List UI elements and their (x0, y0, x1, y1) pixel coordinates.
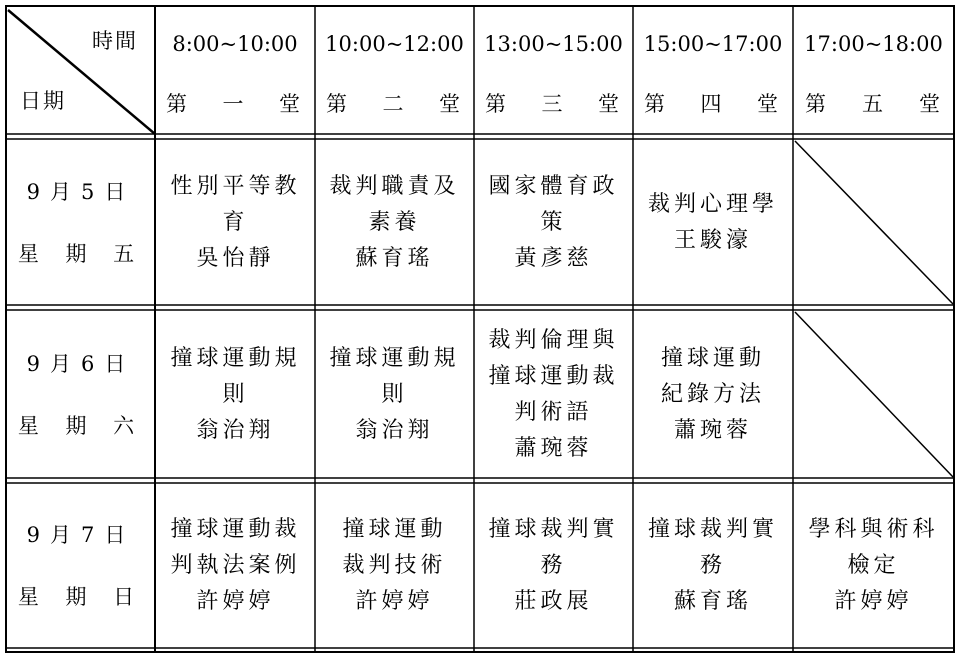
period-3-part: 堂 (598, 92, 619, 116)
course-title-line: 裁判倫理與 (488, 327, 619, 353)
period-1-part: 一 (222, 92, 244, 116)
session-cell (157, 485, 314, 647)
course-title-line: 判執法案例 (170, 553, 301, 578)
instructor-name: 莊政展 (514, 589, 593, 614)
period-1 (166, 86, 300, 122)
course-title-line: 務 (699, 553, 726, 578)
instructor-name: 許婷婷 (834, 589, 913, 614)
session-cell (794, 485, 953, 647)
day-row-3-date (8, 485, 154, 647)
course-title-line: 撞球運動 (342, 517, 447, 542)
period-2-part: 堂 (439, 92, 460, 116)
date-text: 9月5日 (26, 179, 136, 204)
session-cell (316, 312, 473, 477)
session-cell (316, 485, 473, 647)
period-3-part: 三 (541, 92, 563, 116)
course-title-line: 性別平等教 (170, 173, 301, 199)
instructor-name: 黃彥慈 (514, 245, 593, 271)
session-cell (475, 141, 632, 304)
period-5 (805, 86, 940, 122)
instructor-name: 蕭琬蓉 (514, 435, 593, 461)
day-row-2-date (8, 312, 154, 477)
session-cell (634, 485, 792, 647)
course-title-line: 裁判技術 (342, 553, 447, 578)
course-title-line: 策 (540, 209, 567, 235)
period-4-part: 四 (700, 92, 722, 116)
session-cell (157, 312, 314, 477)
instructor-name: 蘇育瑤 (355, 245, 434, 271)
course-title-line: 務 (540, 553, 567, 578)
course-title-line: 撞球運動裁 (170, 517, 301, 542)
period-2-part: 第 (326, 92, 347, 116)
session-cell (634, 312, 792, 477)
course-title-line: 國家體育政 (488, 173, 619, 199)
session-cell (475, 312, 632, 477)
weekday-text: 星 期 六 (17, 413, 145, 438)
time-slot-3: 13:00~15:00 (484, 32, 623, 56)
period-5-part: 第 (805, 92, 826, 116)
course-title-line: 判術語 (514, 399, 593, 425)
instructor-name: 許婷婷 (355, 589, 434, 614)
course-title-line: 檢定 (847, 553, 900, 578)
corner-time-label: 時間 (92, 29, 138, 53)
course-title-line: 素養 (368, 209, 421, 235)
weekday-text: 星 期 日 (17, 585, 145, 609)
time-slot-2: 10:00~12:00 (325, 32, 464, 56)
course-title-line: 則 (381, 381, 408, 407)
instructor-name: 王駿濠 (673, 227, 752, 253)
instructor-name: 許婷婷 (196, 589, 275, 614)
time-slot-1: 8:00~10:00 (172, 32, 298, 56)
date-text: 9月6日 (26, 351, 136, 376)
course-title-line: 撞球裁判實 (488, 517, 619, 542)
period-4-part: 第 (644, 92, 665, 116)
period-3 (485, 86, 619, 122)
course-title-line: 撞球運動裁 (488, 363, 619, 389)
course-title-line: 學科與術科 (808, 517, 939, 542)
time-slot-4: 15:00~17:00 (643, 32, 783, 56)
period-4 (644, 86, 778, 122)
course-title-line: 紀錄方法 (660, 381, 765, 407)
course-title-line: 育 (222, 209, 249, 235)
course-title-line: 裁判職責及 (329, 173, 460, 199)
instructor-name: 蘇育瑤 (673, 589, 752, 614)
instructor-name: 吳怡靜 (196, 245, 275, 271)
period-4-part: 堂 (757, 92, 778, 116)
instructor-name: 翁治翔 (355, 417, 434, 443)
period-5-part: 五 (862, 92, 883, 116)
day-row-1-date (8, 141, 154, 304)
corner-date-label: 日期 (20, 89, 66, 113)
course-title-line: 撞球裁判實 (647, 517, 778, 542)
session-cell (157, 141, 314, 304)
period-2-part: 二 (382, 92, 404, 116)
weekday-text: 星 期 五 (17, 241, 145, 266)
course-title-line: 撞球運動規 (170, 345, 301, 371)
instructor-name: 蕭琬蓉 (673, 417, 752, 443)
course-title-line: 則 (222, 381, 249, 407)
empty-slot-diagonal (795, 312, 953, 477)
empty-slot-diagonal (795, 141, 953, 304)
time-slot-5: 17:00~18:00 (804, 32, 943, 56)
course-title-line: 撞球運動規 (329, 345, 460, 371)
instructor-name: 翁治翔 (196, 417, 275, 443)
period-1-part: 堂 (279, 92, 300, 116)
session-cell (316, 141, 473, 304)
course-title-line: 撞球運動 (660, 345, 765, 371)
period-1-part: 第 (166, 92, 187, 116)
date-text: 9月7日 (26, 523, 136, 547)
period-2 (326, 86, 460, 122)
period-5-part: 堂 (919, 92, 940, 116)
course-title-line: 裁判心理學 (647, 191, 778, 217)
session-cell (634, 141, 792, 304)
session-cell (475, 485, 632, 647)
period-3-part: 第 (485, 92, 506, 116)
